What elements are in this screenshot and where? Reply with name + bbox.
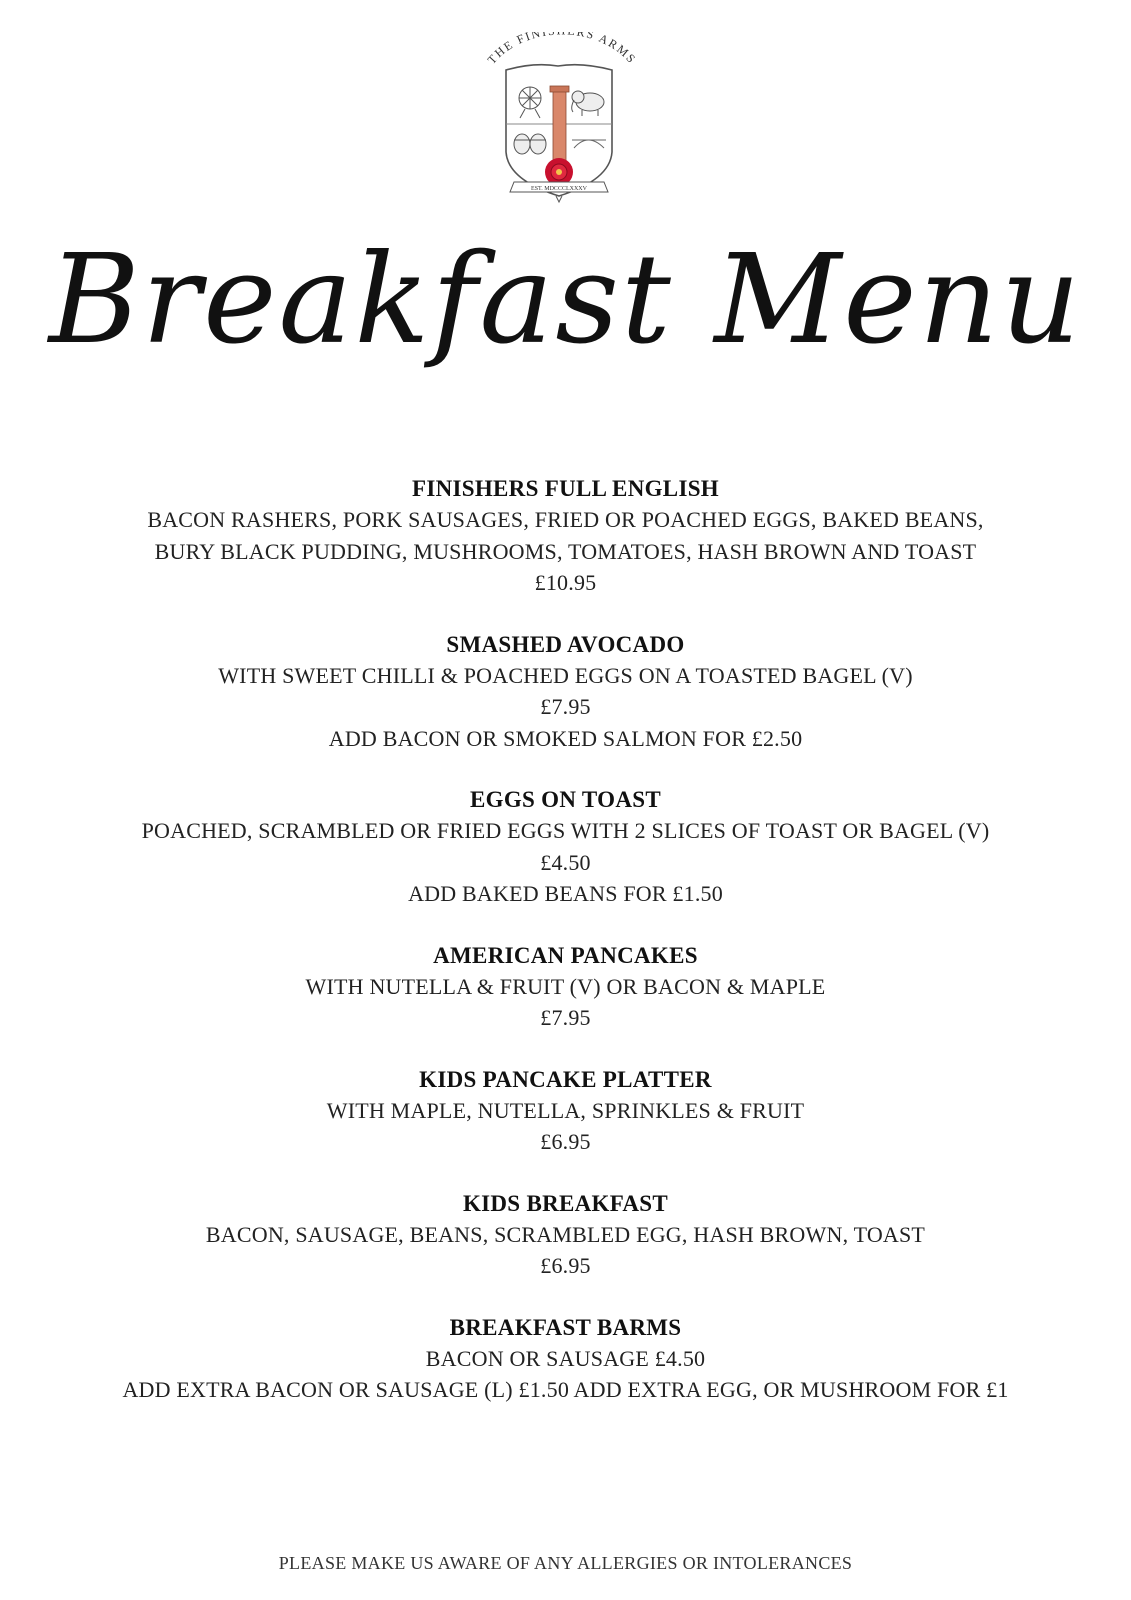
menu-item-description: WITH MAPLE, NUTELLA, SPRINKLES & FRUIT (326, 1097, 805, 1123)
menu-item-price: £7.95 (540, 694, 591, 719)
menu-item-description: BACON RASHERS, PORK SAUSAGES, FRIED OR POACHED EGGS, BAKED BEANS, (147, 507, 984, 532)
menu-item-name: AMERICAN PANCAKES (433, 942, 698, 968)
menu-item (0, 1188, 1131, 1282)
menu-list (0, 473, 1131, 1436)
menu-item-name: BREAKFAST BARMS (449, 1314, 682, 1340)
pub-crest-logo (480, 32, 660, 216)
menu-item-extra: ADD BACON OR SMOKED SALMON FOR £2.50 (328, 725, 803, 751)
menu-title: Breakfast Menu (48, 228, 1083, 372)
menu-item-name: EGGS ON TOAST (470, 787, 661, 812)
crest-arc-text: THE FIN RS ARMS (484, 32, 640, 67)
menu-item-price: £6.95 (540, 1129, 591, 1154)
menu-item-extra: ADD EXTRA BACON OR SAUSAGE (L) £1.50 ADD EXTRA EGG, OR MUSHROOM FOR £1 (122, 1377, 1009, 1402)
menu-item (0, 1064, 1131, 1158)
menu-item-price: £10.95 (534, 570, 597, 595)
menu-item-price: £4.50 (540, 849, 591, 875)
menu-item (0, 629, 1131, 755)
menu-item (0, 1312, 1131, 1406)
menu-item-name: SMASHED AVOCADO (446, 631, 685, 657)
menu-item-name: KIDS PANCAKE PLATTER (419, 1066, 712, 1092)
menu-item-description: WITH SWEET CHILLI & POACHED EGGS ON A TOASTED BAGEL (V) (218, 662, 913, 688)
menu-item-name: KIDS BREAKFAST (462, 1190, 669, 1216)
menu-item-price: £7.95 (540, 1005, 591, 1030)
menu-item-description: BACON OR SAUSAGE £4.50 (425, 1345, 706, 1371)
menu-item-name: FINISHERS FULL ENGLISH (412, 476, 719, 501)
menu-item-description: BURY BLACK PUDDING, MUSHROOMS, TOMATOES, HASH BROWN AND TOAST (154, 538, 977, 564)
crest-ribbon-text: EST. MDCCCLXXXV (531, 186, 587, 192)
menu-item-description: POACHED, SCRAMBLED OR FRIED EGGS WITH 2 SLICES OF TOAST OR BAGEL (V) (141, 818, 990, 843)
menu-item-price: £6.95 (540, 1253, 591, 1278)
allergy-notice: PLEASE MAKE US AWARE OF ANY ALLERGIES OR INTOLERANCES (278, 1553, 853, 1573)
menu-item-extra: ADD BAKED BEANS FOR £1.50 (408, 881, 723, 906)
menu-item (0, 784, 1131, 910)
menu-item-description: BACON, SAUSAGE, BEANS, SCRAMBLED EGG, HASH BROWN, TOAST (205, 1221, 926, 1247)
menu-item (0, 473, 1131, 599)
menu-item (0, 940, 1131, 1034)
menu-item-description: WITH NUTELLA & FRUIT (V) OR BACON & MAPLE (305, 973, 826, 999)
